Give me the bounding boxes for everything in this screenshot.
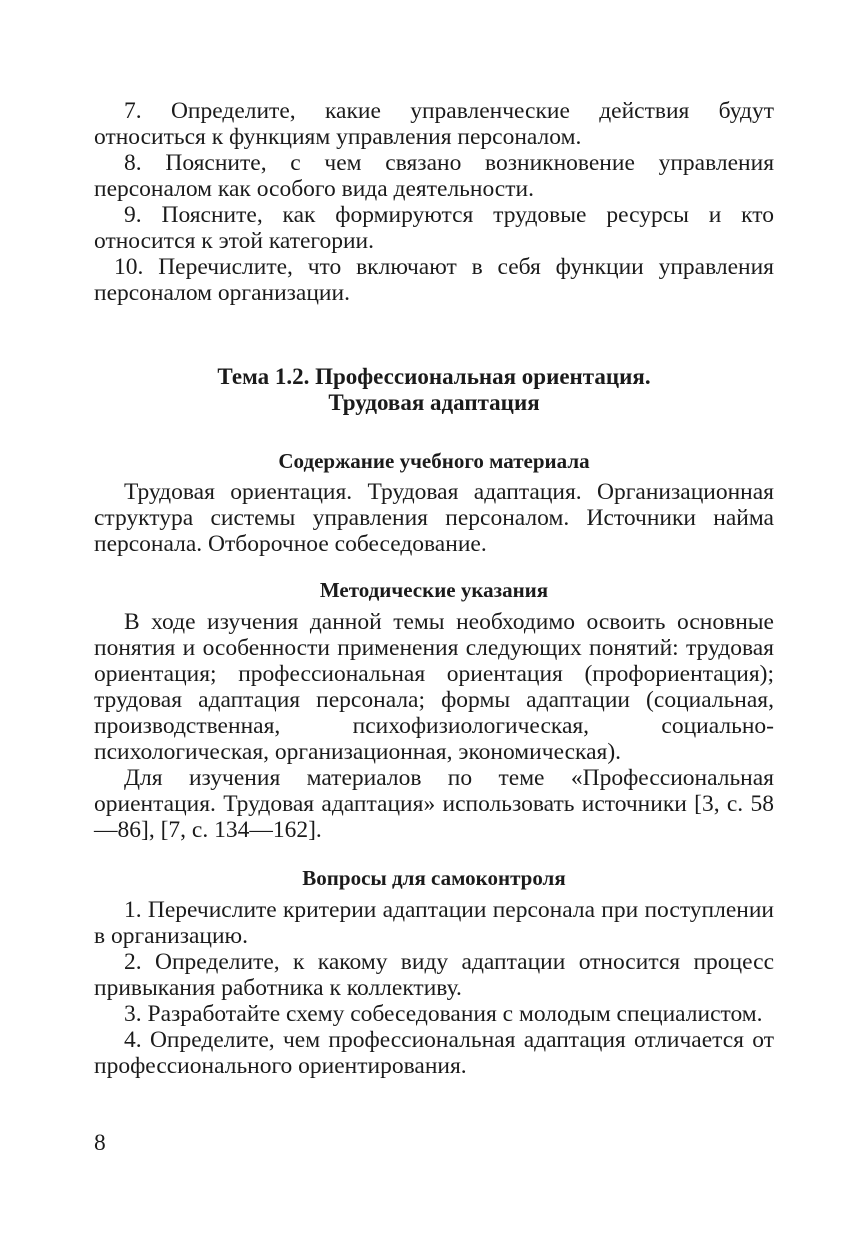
page-body [94,98,774,1079]
question-text: Разработайте схему собеседования с молодым специалистом. [147,1001,763,1027]
question-item [94,150,774,202]
question-item [94,949,774,1001]
question-item [94,202,774,254]
content-paragraph: Трудовая ориентация. Трудовая адаптация. Организационная структура системы управления персоналом. Источники найма персонала. Отборочное собеседование. [94,479,774,557]
question-number: 3. [124,1001,142,1027]
question-number: 8. [124,150,142,176]
question-text: Поясните, как формируются трудовые ресурсы и кто относится к этой категории. [94,202,774,254]
question-number: 2. [124,949,142,975]
guidelines-paragraph-2: Для изучения материалов по теме «Профессиональная ориентация. Трудовая адаптация» использовать источники [3, с. 58—86], [7, с. 134—162]. [94,765,774,843]
topic-title-line-1: Тема 1.2. Профессиональная ориентация. [217,364,651,389]
question-number: 9. [124,202,142,228]
guidelines-heading: Методические указания [319,578,549,602]
question-text: Определите, к какому виду адаптации относится процесс привыкания работника к коллективу. [94,949,774,1001]
page-number: 8 [94,1130,106,1156]
question-text: Перечислите критерии адаптации персонала при поступлении в организацию. [94,897,774,949]
question-item [94,897,774,949]
self-control-questions [94,897,774,1079]
question-number: 1. [124,897,142,923]
question-text: Определите, чем профессиональная адаптация отличается от профессионального ориентирования. [94,1027,774,1079]
topic-title-line-2: Трудовая адаптация [328,390,540,415]
question-number: 4. [124,1027,142,1053]
question-item [94,1027,774,1079]
question-item [94,1001,774,1027]
topic-title [94,364,774,416]
question-item [94,98,774,150]
self-control-heading: Вопросы для самоконтроля [302,866,566,890]
question-number: 7. [124,98,142,124]
guidelines-paragraph-1: В ходе изучения данной темы необходимо освоить основные понятия и особенности применения следующих понятий: трудовая ориентация; профессиональная ориентация (профориентация); трудовая адаптация персонала; формы адаптации (социальная, производственная, психофизиологическая, социально-психологическая, организационная, экономическая). [94,609,774,765]
question-item [94,254,774,306]
question-text: Определите, какие управленческие действия будут относиться к функциям управления персоналом. [94,98,774,150]
question-number: 10. [114,254,144,280]
top-questions-list [94,98,774,306]
content-heading: Содержание учебного материала [278,449,590,473]
question-text: Перечислите, что включают в себя функции управления персоналом организации. [94,254,774,306]
question-text: Поясните, с чем связано возникновение управления персоналом как особого вида деятельности. [94,150,775,202]
